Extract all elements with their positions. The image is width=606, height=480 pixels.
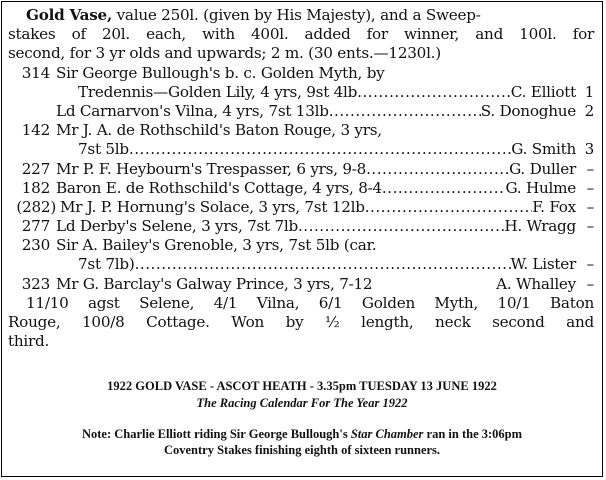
caption bbox=[0, 378, 604, 412]
jockey-name: C. Elliott bbox=[510, 82, 576, 101]
racecard-number: 323 bbox=[21, 274, 50, 293]
finishing-position: 1 bbox=[584, 82, 594, 101]
race-conditions-line-3: second, for 3 yr olds and upwards; 2 m. (30 ents.—1230l.) bbox=[8, 44, 441, 63]
racecard-number: (282) bbox=[16, 197, 56, 216]
jockey-name: W. Lister bbox=[510, 255, 576, 274]
jockey-name: S. Donoghue bbox=[480, 101, 576, 120]
finishing-position: – bbox=[586, 274, 594, 293]
leader-dots bbox=[298, 217, 504, 236]
leader-dots bbox=[329, 102, 481, 121]
finishing-position: – bbox=[586, 159, 594, 178]
jockey-name: A. Whalley bbox=[496, 274, 576, 293]
footnote-line-2: Coventry Stakes finishing eighth of sixteen runners. bbox=[163, 443, 441, 457]
footnote bbox=[0, 426, 604, 458]
runner-entry bbox=[8, 64, 594, 83]
leader-dots bbox=[382, 179, 506, 198]
leader-dots bbox=[366, 160, 509, 179]
runner-description: Mr J. A. de Rothschild's Baton Rouge, 3 yrs, bbox=[56, 121, 382, 140]
jockey-name: G. Smith bbox=[511, 140, 576, 159]
race-conditions-line-1 bbox=[8, 6, 594, 25]
race-name: Gold Vase, bbox=[26, 6, 113, 24]
runner-entry bbox=[8, 217, 594, 236]
runner-description: Mr G. Barclay's Galway Prince, 3 yrs, 7-12 bbox=[56, 274, 373, 293]
racecard-number: 230 bbox=[21, 236, 50, 255]
jockey-name: G. Hulme bbox=[505, 178, 576, 197]
runner-entry-continuation bbox=[8, 255, 594, 274]
runner-entry-continuation bbox=[8, 83, 594, 102]
betting-line-3: third. bbox=[8, 332, 50, 351]
footnote-text: ran in the 3:06pm bbox=[423, 427, 523, 441]
leader-dots bbox=[135, 255, 511, 274]
finishing-position: – bbox=[586, 197, 594, 216]
runner-description: Mr J. P. Hornung's Solace, 3 yrs, 7st 12lb bbox=[60, 197, 365, 216]
race-result-text bbox=[8, 6, 594, 351]
jockey-name: G. Duller bbox=[509, 159, 576, 178]
caption-source: The Racing Calendar For The Year 1922 bbox=[196, 396, 408, 410]
runner-entry bbox=[8, 179, 594, 198]
betting-line-1: 11/10 agst Selene, 4/1 Vilna, 6/1 Golden Myth, 10/1 Baton bbox=[26, 293, 594, 312]
runner-entry bbox=[8, 121, 594, 140]
runner-description: 7st 5lb bbox=[78, 140, 129, 159]
runner-description: Ld Derby's Selene, 3 yrs, 7st 7lb bbox=[56, 217, 298, 236]
leader-dots bbox=[129, 140, 511, 159]
finishing-position: 2 bbox=[584, 101, 594, 120]
race-conditions-text: value 250l. (given by His Majesty), and a Sweep- bbox=[112, 6, 481, 24]
racecard-number: 277 bbox=[21, 217, 50, 236]
jockey-name: H. Wragg bbox=[504, 217, 576, 236]
racecard-number: 142 bbox=[21, 121, 50, 140]
footnote-text: Note: Charlie Elliott riding Sir George Bullough's bbox=[81, 427, 351, 441]
racecard-number: 227 bbox=[21, 159, 50, 178]
finishing-position: 3 bbox=[584, 140, 594, 159]
runner-description: Sir A. Bailey's Grenoble, 3 yrs, 7st 5lb (car. bbox=[56, 236, 377, 255]
runner-description: Tredennis—Golden Lily, 4 yrs, 9st 4lb bbox=[78, 82, 358, 101]
racecard-number: 182 bbox=[21, 178, 50, 197]
leader-dots bbox=[357, 83, 511, 102]
runner-description: Ld Carnarvon's Vilna, 4 yrs, 7st 13lb bbox=[56, 101, 329, 120]
runner-description: Mr P. F. Heybourn's Trespasser, 6 yrs, 9-8 bbox=[56, 159, 367, 178]
runner-entry bbox=[8, 160, 594, 179]
runner-description: Sir George Bullough's b. c. Golden Myth, by bbox=[56, 63, 385, 82]
leader-dots bbox=[365, 198, 533, 217]
footnote-line-1 bbox=[0, 426, 604, 442]
jockey-name: F. Fox bbox=[532, 197, 576, 216]
runner-entry bbox=[8, 236, 594, 255]
racecard-number: 314 bbox=[21, 63, 50, 82]
finishing-position: – bbox=[586, 178, 594, 197]
finishing-position: – bbox=[586, 217, 594, 236]
race-conditions-line-2: stakes of 20l. each, with 400l. added for winner, and 100l. for bbox=[8, 25, 594, 44]
runner-entry bbox=[8, 275, 594, 294]
runner-entry bbox=[8, 102, 594, 121]
caption-title: 1922 GOLD VASE - ASCOT HEATH - 3.35pm TUESDAY 13 JUNE 1922 bbox=[107, 379, 497, 393]
runner-description: Baron E. de Rothschild's Cottage, 4 yrs, 8-4 bbox=[56, 178, 382, 197]
runner-entry bbox=[8, 198, 594, 217]
betting-line-2: Rouge, 100/8 Cottage. Won by ½ length, neck second and bbox=[8, 313, 594, 331]
finishing-position: – bbox=[586, 255, 594, 274]
footnote-horse-name: Star Chamber bbox=[350, 427, 424, 441]
runner-description: 7st 7lb) bbox=[78, 255, 135, 274]
runner-entry-continuation bbox=[8, 140, 594, 159]
